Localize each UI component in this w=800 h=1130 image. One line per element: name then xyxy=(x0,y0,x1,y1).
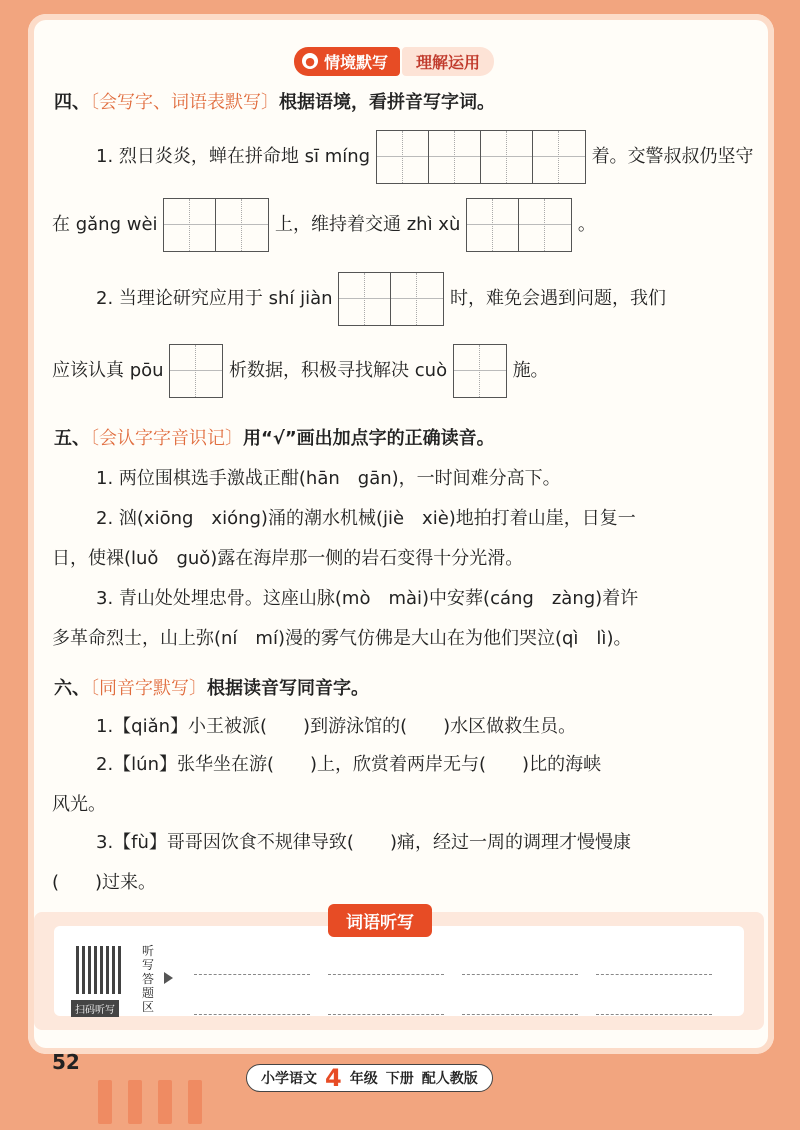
answer-line[interactable] xyxy=(194,974,310,975)
answer-line[interactable] xyxy=(328,974,444,975)
question-6-heading: 六、〔同音字默写〕根据读音写同音字。 xyxy=(54,678,369,699)
answer-grid[interactable] xyxy=(169,344,223,398)
q4-line4: 应该认真 pōu 析数据，积极寻找解决 cuò 施。 xyxy=(52,344,549,398)
q5-line1: 1. 两位围棋选手激战正酣(hān gān)，一时间难分高下。 xyxy=(96,468,561,489)
q4-line3: 2. 当理论研究应用于 shí jiàn 时，难免会遇到问题，我们 xyxy=(96,272,666,326)
q6-line1: 1.【qiǎn】小王被派( )到游泳馆的( )水区做救生员。 xyxy=(96,716,577,737)
q6-line5: ( )过来。 xyxy=(52,872,157,893)
answer-grid[interactable] xyxy=(163,198,269,252)
answer-line[interactable] xyxy=(462,1014,578,1015)
q5-line2: 2. 汹(xiōng xióng)涌的潮水机械(jiè xiè)地拍打着山崖，日复一 xyxy=(96,508,636,529)
answer-line[interactable] xyxy=(328,1014,444,1015)
answer-grid[interactable] xyxy=(453,344,507,398)
q5-line5: 多革命烈士，山上弥(ní mí)漫的雾气仿佛是大山在为他们哭泣(qì lì)。 xyxy=(52,628,632,649)
q5-line3: 日，使裸(luǒ guǒ)露在海岸那一侧的岩石变得十分光滑。 xyxy=(52,548,524,569)
answer-grid[interactable] xyxy=(376,130,586,184)
answer-line[interactable] xyxy=(194,1014,310,1015)
q4-line2: 在 gǎng wèi 上，维持着交通 zhì xù 。 xyxy=(52,198,596,252)
question-4-heading: 四、〔会写字、词语表默写〕根据语境，看拼音写字词。 xyxy=(54,92,495,113)
banner-left: 情境默写 xyxy=(324,52,389,72)
qr-label: 扫码听写 xyxy=(71,1000,119,1017)
bear-icon: ● xyxy=(302,53,318,69)
answer-area-label: 听写答题区 xyxy=(142,944,155,1014)
q5-line4: 3. 青山处处埋忠骨。这座山脉(mò mài)中安葬(cáng zàng)着许 xyxy=(96,588,639,609)
decorative-bars xyxy=(98,1080,218,1128)
question-5-heading: 五、〔会认字字音识记〕用“√”画出加点字的正确读音。 xyxy=(54,428,495,449)
q6-line4: 3.【fù】哥哥因饮食不规律导致( )痛，经过一周的调理才慢慢康 xyxy=(96,832,631,853)
qr-code-icon[interactable] xyxy=(76,946,124,994)
answer-line[interactable] xyxy=(462,974,578,975)
dictation-title: 词语听写 xyxy=(328,904,432,937)
answer-grid[interactable] xyxy=(466,198,572,252)
page-number: 52 xyxy=(52,1050,80,1074)
play-arrow-icon[interactable] xyxy=(164,972,173,984)
answer-line[interactable] xyxy=(596,974,712,975)
q4-line1: 1. 烈日炎炎，蝉在拼命地 sī míng 着。交警叔叔仍坚守 xyxy=(96,130,754,184)
answer-line[interactable] xyxy=(596,1014,712,1015)
section-banner xyxy=(294,48,494,74)
answer-grid[interactable] xyxy=(338,272,444,326)
book-footer: 小学语文 4 年级 下册 配人教版 xyxy=(246,1064,493,1092)
q6-line2: 2.【lún】张华坐在游( )上，欣赏着两岸无与( )比的海峡 xyxy=(96,754,602,775)
q6-line3: 风光。 xyxy=(52,794,106,815)
banner-right: 理解运用 xyxy=(402,47,494,76)
